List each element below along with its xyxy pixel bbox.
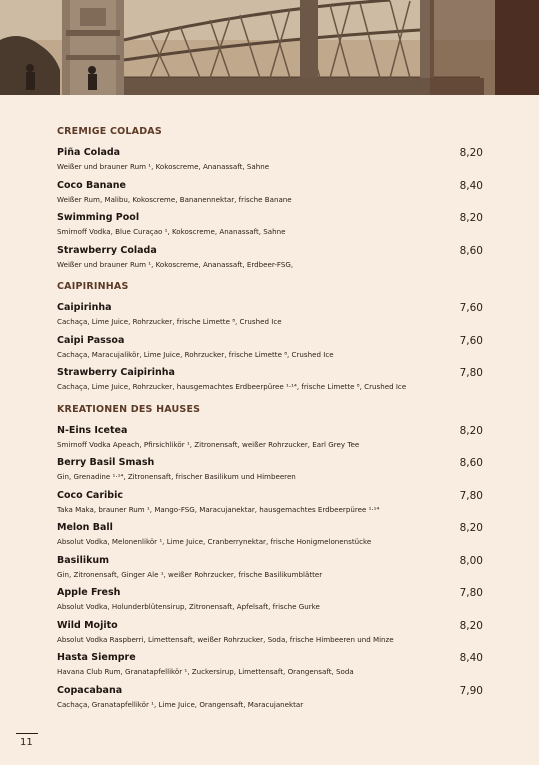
item-description: Gin, Zitronensaft, Ginger Ale ¹, weißer Rohrzucker, frische Basilikumblätter [57,569,323,579]
item-price: 8,20 [459,212,483,224]
item-name: Copacabana [57,684,123,696]
section-title: KREATIONEN DES HAUSES [57,403,201,415]
item-price: 7,90 [459,684,483,697]
item-price: 8,00 [459,554,483,567]
item-description: Absolut Vodka Raspberri, Limettensaft, weißer Rohrzucker, Soda, frische Himbeeren und Minze [57,634,394,644]
menu-item [57,490,487,523]
menu-item [57,425,487,458]
menu-item [57,652,487,685]
item-price: 8,60 [459,457,483,469]
item-name: Strawberry Caipirinha [57,367,175,378]
item-price: 8,20 [459,147,483,159]
item-name: Basilikum [57,554,110,566]
item-description: Weißer und brauner Rum ¹, Kokoscreme, Ananassaft, Sahne [57,162,270,171]
menu-item [57,212,487,245]
item-price: 8,20 [459,522,483,534]
menu-item [57,685,487,718]
item-description: Smirnoff Vodka Apeach, Pfirsichlikör ¹, Zitronensaft, weißer Rohrzucker, Earl Grey Tee [57,439,360,449]
section-title: CREMIGE COLADAS [57,126,162,137]
item-name: Strawberry Colada [57,244,157,256]
item-name: Melon Ball [57,522,113,533]
menu-item [57,367,487,400]
page-number-rule [16,733,38,734]
item-description: Cachaça, Granatapfellikör ¹, Lime Juice, Orangensaft, Maracujanektar [57,699,304,709]
item-name: Berry Basil Smash [57,457,155,468]
item-name: N-Eins Icetea [57,424,128,436]
item-price: 8,40 [459,179,483,192]
menu-item [57,522,487,555]
menu-section [57,280,487,400]
item-price: 8,20 [459,424,483,437]
page-number: 11 [20,737,33,748]
menu-item [57,180,487,213]
header-photo-bridge [0,0,539,95]
item-description: Absolut Vodka, Holunderblütensirup, Zitronensaft, Apfelsaft, frische Gurke [57,602,320,611]
item-price: 8,60 [459,244,483,257]
item-name: Hasta Siempre [57,652,136,663]
item-name: Caipirinha [57,302,112,313]
menu-item [57,555,487,588]
menu-item [57,335,487,368]
item-description: Taka Maka, brauner Rum ¹, Mango-FSG, Maracujanektar, hausgemachtes Erdbeerpüree ¹·¹⁴ [57,504,380,514]
item-description: Absolut Vodka, Melonenlikör ¹, Lime Juice, Cranberrynektar, frische Honigmelonenstücke [57,537,372,546]
item-description: Weißer Rum, Malibu, Kokoscreme, Bananennektar, frische Banane [57,194,292,204]
item-price: 8,40 [459,652,483,664]
item-description: Weißer und brauner Rum ¹, Kokoscreme, Ananassaft, Erdbeer-FSG, [57,259,294,269]
item-description: Smirnoff Vodka, Blue Curaçao ¹, Kokoscreme, Ananassaft, Sahne [57,227,286,236]
item-name: Wild Mojito [57,619,118,631]
item-name: Piña Colada [57,147,121,158]
menu-section [57,403,487,718]
menu-item [57,457,487,490]
item-name: Coco Banane [57,179,126,191]
item-description: Cachaça, Lime Juice, Rohrzucker, hausgemachtes Erdbeerpüree ¹·¹⁴, frische Limette ⁸, Crushed Ice [57,382,407,391]
item-name: Coco Caribic [57,489,123,501]
item-price: 7,80 [459,367,483,379]
menu-item [57,302,487,335]
menu-item [57,587,487,620]
item-description: Cachaça, Lime Juice, Rohrzucker, frische Limette ⁸, Crushed Ice [57,317,282,326]
menu-item [57,147,487,180]
item-price: 7,60 [459,302,483,314]
item-price: 7,60 [459,334,483,347]
item-name: Caipi Passoa [57,334,125,346]
item-price: 7,80 [459,489,483,502]
item-price: 7,80 [459,587,483,599]
menu-item [57,245,487,278]
item-price: 8,20 [459,619,483,632]
menu-section [57,125,487,277]
item-description: Havana Club Rum, Granatapfellikör ¹, Zuckersirup, Limettensaft, Orangensaft, Soda [57,667,354,676]
item-description: Cachaça, Maracujalikör, Lime Juice, Rohrzucker, frische Limette ⁸, Crushed Ice [57,349,334,359]
menu-content [57,122,487,717]
item-description: Gin, Grenadine ¹·¹⁴, Zitronensaft, frischer Basilikum und Himbeeren [57,472,296,481]
item-name: Apple Fresh [57,587,121,598]
bridge-illustration [0,0,539,95]
item-name: Swimming Pool [57,212,140,223]
menu-item [57,620,487,653]
section-title: CAIPIRINHAS [57,281,129,292]
